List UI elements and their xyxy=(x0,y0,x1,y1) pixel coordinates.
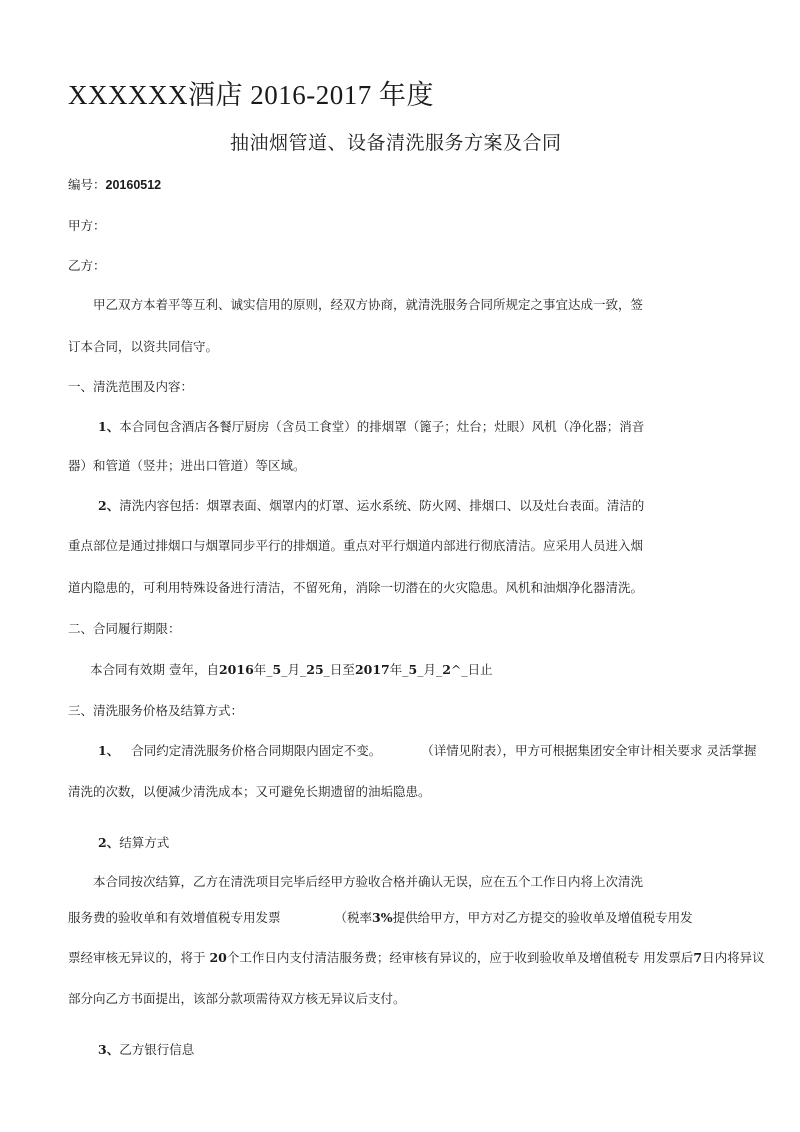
item-text: 合同约定清洗服务价格合同期限内固定不变。 xyxy=(131,743,382,758)
section-1-item-2-line1 xyxy=(98,498,644,514)
start-year: 2016 xyxy=(218,662,254,677)
end-month: 5 xyxy=(408,662,418,677)
item-number: 3、 xyxy=(98,1042,120,1057)
document-subtitle: 抽油烟管道、设备清洗服务方案及合同 xyxy=(230,132,562,154)
item-text: 清洗内容包括：烟罩表面、烟罩内的灯罩、运水系统、防火网、排烟口、以及灶台表面。清洁的 xyxy=(119,498,645,513)
item-number: 2、 xyxy=(98,498,120,513)
section-1-item-2-line3: 道内隐患的，可利用特殊设备进行清洁，不留死角，消除一切潜在的火灾隐患。风机和油烟净化器清洗。 xyxy=(68,580,644,595)
item-number: 1、 xyxy=(98,419,120,434)
contract-number xyxy=(68,177,161,193)
start-month: 5 xyxy=(272,662,282,677)
item-number: 1、 xyxy=(98,743,120,758)
section-1-item-1-line1 xyxy=(98,419,644,435)
period-text: _月_ xyxy=(281,662,307,677)
payment-days: 20 xyxy=(209,950,227,965)
period-text: _月_ xyxy=(417,662,443,677)
section-3-item-1-line2: 清洗的次数，以便减少清洗成本；又可避免长期遗留的油垢隐患。 xyxy=(68,784,431,799)
item-text: （详情见附表），甲方可根据集团安全审计相关要求 灵活掌握 xyxy=(421,743,757,758)
settlement-line4: 部分向乙方书面提出，该部分款项需待双方核无异议后支付。 xyxy=(68,991,406,1006)
section-3-item-2-heading xyxy=(98,835,169,851)
settlement-text: 服务费的验收单和有效增值税专用发票 xyxy=(68,910,281,925)
item-text: 结算方式 xyxy=(119,835,170,850)
period-text: _日至 xyxy=(323,662,355,677)
contract-number-label: 编号： xyxy=(68,177,106,192)
period-text: 年_ xyxy=(389,662,409,677)
end-day: 2 xyxy=(442,662,451,677)
party-b-label: 乙方： xyxy=(68,258,106,273)
section-3-heading: 三、清洗服务价格及结算方式： xyxy=(68,703,244,718)
item-number: 2、 xyxy=(98,835,120,850)
objection-days: 7 xyxy=(693,950,703,965)
party-a-label: 甲方： xyxy=(68,218,106,233)
settlement-text: 个工作日内支付清洁服务费；经审核有异议的，应于收到验收单及增值税专 用发票后 xyxy=(226,950,694,965)
settlement-text: 提供给甲方，甲方对乙方提交的验收单及增值税专用发 xyxy=(392,910,693,925)
settlement-text: 日内将异议 xyxy=(702,950,765,965)
section-1-item-1-line2: 器）和管道（竖井；进出口管道）等区域。 xyxy=(68,458,306,473)
contract-number-value: 20160512 xyxy=(105,178,162,192)
period-text: ^_日止 xyxy=(450,662,493,677)
tax-rate: 3% xyxy=(372,910,393,925)
period-text: 本合同有效期 壹年，自 xyxy=(90,662,219,677)
item-text: 乙方银行信息 xyxy=(119,1042,195,1057)
intro-paragraph-line1: 甲乙双方本着平等互利、诚实信用的原则，经双方协商，就清洗服务合同所规定之事宜达成一致，签 xyxy=(93,297,644,312)
settlement-text: 票经审核无异议的，将于 xyxy=(68,950,210,965)
settlement-line1: 本合同按次结算，乙方在清洗项目完毕后经甲方验收合格并确认无误，应在五个工作日内将上次清洗 xyxy=(93,874,644,889)
section-3-item-1-line1 xyxy=(98,743,756,759)
contract-period-line xyxy=(90,662,493,678)
intro-paragraph-line2: 订本合同，以资共同信守。 xyxy=(68,339,219,354)
end-year: 2017 xyxy=(354,662,390,677)
section-2-heading: 二、合同履行期限： xyxy=(68,621,181,636)
section-1-heading: 一、清洗范围及内容： xyxy=(68,379,194,394)
settlement-line2 xyxy=(68,910,693,926)
settlement-line3 xyxy=(68,950,765,966)
period-text: 年_ xyxy=(253,662,273,677)
document-title: XXXXXX酒店 2016-2017 年度 xyxy=(68,80,434,110)
start-day: 25 xyxy=(306,662,324,677)
item-text: 本合同包含酒店各餐厅厨房（含员工食堂）的排烟罩（篦子；灶台；灶眼）风机（净化器；消音 xyxy=(119,419,645,434)
section-3-item-3-heading xyxy=(98,1042,194,1058)
section-1-item-2-line2: 重点部位是通过排烟口与烟罩同步平行的排烟道。重点对平行烟道内部进行彻底清洁。应采用人员进入烟 xyxy=(68,538,644,553)
settlement-text: （税率 xyxy=(334,910,373,925)
